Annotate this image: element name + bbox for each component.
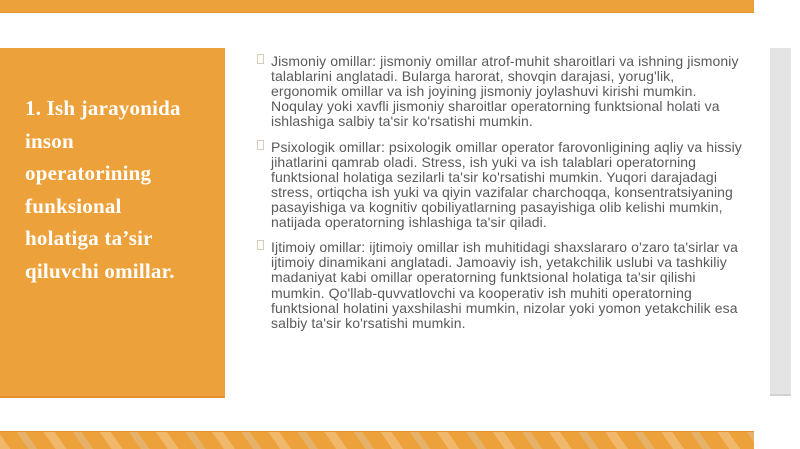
bullet-item-social-factors	[271, 240, 743, 331]
hollow-square-bullet-icon	[257, 240, 264, 250]
bullet-text: Jismoniy omillar: jismoniy omillar atrof-muhit sharoitlari va ishning jismoniy talablarini anglatadi. Bularga harorat, shovqin darajasi, yorug'lik, ergonomik omillar va ish joyining jismoniy joylashuvi kirishi mumkin. Noqulay yoki xavfli jismoniy sharoitlar operatorning funktsional holati va ishlashiga salbiy ta'sir ko'rsatishi mumkin.	[271, 53, 739, 130]
hollow-square-bullet-icon	[257, 140, 264, 150]
bottom-accent-bar	[0, 431, 754, 449]
slide-body	[271, 54, 743, 341]
bullet-item-psychological-factors	[271, 140, 743, 231]
bullet-text: Ijtimoiy omillar: ijtimoiy omillar ish muhitidagi shaxslararo o'zaro ta'sirlar va ijtimoiy dinamikani anglatadi. Jamoaviy ish, yetakchilik uslubi va tashkiliy madaniyat kabi omillar operatorning funktsional holatiga ta'sir qilishi mumkin. Qo'llab-quvvatlovchi va kooperativ ish muhiti operatorning funktsional holatini yaxshilashi mumkin, nizolar yoki yomon yetakchilik esa salbiy ta'sir ko'rsatishi mumkin.	[271, 239, 739, 331]
bullet-item-physical-factors	[271, 54, 743, 130]
hollow-square-bullet-icon	[257, 54, 264, 64]
title-box	[0, 48, 225, 398]
bullet-text: Psixologik omillar: psixologik omillar operator farovonligining aqliy va hissiy jihatlarini qamrab oladi. Stress, ish yuki va ish talablari operatorning funktsional holatiga sezilarli ta'sir ko'rsatishi mumkin. Yuqori darajadagi stress, ortiqcha ish yuki va qiyin vazifalar charchoqqa, konsentratsiyaning pasayishiga va kognitiv qobiliyatlarning pasayishiga olib kelishi mumkin, natijada operatorning ishlashiga ta'sir qiladi.	[271, 138, 742, 231]
right-accent-bar	[770, 48, 791, 396]
slide-title: 1. Ish jarayonida inson operatorining funksional holatiga ta’sir qiluvchi omillar.	[25, 96, 181, 283]
top-accent-bar	[0, 0, 754, 13]
